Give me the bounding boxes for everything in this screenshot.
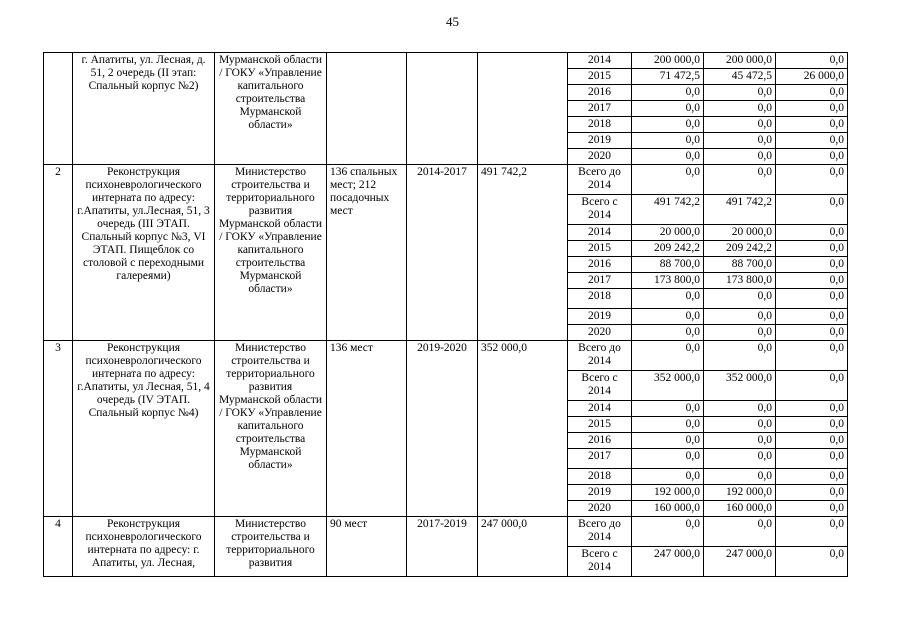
total-cell: 0,0	[632, 85, 704, 101]
total-cell: 0,0	[632, 433, 704, 449]
federal-cell: 0,0	[776, 241, 848, 257]
capacity-cell: 90 мест	[327, 517, 407, 577]
year-cell: Всего с 2014	[568, 547, 632, 577]
regional-cell: 491 742,2	[704, 195, 776, 225]
year-cell: 2018	[568, 289, 632, 309]
regional-cell: 0,0	[704, 149, 776, 165]
cost-cell: 491 742,2	[478, 165, 568, 341]
federal-cell: 0,0	[776, 257, 848, 273]
cost-cell: 247 000,0	[478, 517, 568, 577]
federal-cell: 0,0	[776, 449, 848, 469]
regional-cell: 0,0	[704, 341, 776, 371]
project-name: Реконструкция психоневрологического интерната по адресу: г.Апатиты, ул.Лесная, 51, 3 очередь (III ЭТАП. Спальный корпус №3, VI ЭТАП. Пищеблок со столовой с переходными галереями)	[73, 165, 215, 341]
total-cell: 20 000,0	[632, 225, 704, 241]
capacity-cell: 136 мест	[327, 341, 407, 517]
regional-cell: 0,0	[704, 133, 776, 149]
regional-cell: 45 472,5	[704, 69, 776, 85]
federal-cell: 0,0	[776, 225, 848, 241]
regional-cell: 0,0	[704, 101, 776, 117]
federal-cell: 0,0	[776, 53, 848, 69]
federal-cell: 0,0	[776, 547, 848, 577]
period-cell: 2019-2020	[407, 341, 478, 517]
regional-cell: 88 700,0	[704, 257, 776, 273]
regional-cell: 0,0	[704, 449, 776, 469]
total-cell: 0,0	[632, 449, 704, 469]
total-cell: 247 000,0	[632, 547, 704, 577]
year-cell: 2014	[568, 401, 632, 417]
regional-cell: 20 000,0	[704, 225, 776, 241]
regional-cell: 209 242,2	[704, 241, 776, 257]
year-cell: 2015	[568, 241, 632, 257]
project-number: 4	[44, 517, 73, 577]
regional-cell: 0,0	[704, 417, 776, 433]
total-cell: 192 000,0	[632, 485, 704, 501]
year-cell: 2020	[568, 501, 632, 517]
federal-cell: 0,0	[776, 371, 848, 401]
year-cell: Всего до 2014	[568, 341, 632, 371]
year-cell: 2017	[568, 449, 632, 469]
project-name: г. Апатиты, ул. Лесная, д. 51, 2 очередь (II этап: Спальный корпус №2)	[73, 53, 215, 165]
total-cell: 209 242,2	[632, 241, 704, 257]
table-row	[44, 165, 848, 195]
year-cell: 2017	[568, 273, 632, 289]
year-cell: 2015	[568, 69, 632, 85]
year-cell: 2016	[568, 433, 632, 449]
total-cell: 352 000,0	[632, 371, 704, 401]
federal-cell: 0,0	[776, 485, 848, 501]
year-cell: 2014	[568, 225, 632, 241]
total-cell: 0,0	[632, 517, 704, 547]
year-cell: 2016	[568, 257, 632, 273]
total-cell: 0,0	[632, 149, 704, 165]
project-number	[44, 53, 73, 165]
customer-cell: Мурманской области / ГОКУ «Управление капитального строительства Мурманской области»	[215, 53, 327, 165]
total-cell: 0,0	[632, 101, 704, 117]
federal-cell: 0,0	[776, 133, 848, 149]
year-cell: Всего с 2014	[568, 371, 632, 401]
year-cell: Всего до 2014	[568, 165, 632, 195]
federal-cell: 0,0	[776, 101, 848, 117]
federal-cell: 0,0	[776, 149, 848, 165]
year-cell: 2019	[568, 133, 632, 149]
federal-cell: 0,0	[776, 469, 848, 485]
federal-cell: 0,0	[776, 309, 848, 325]
project-name: Реконструкция психоневрологического интерната по адресу: г. Апатиты, ул. Лесная,	[73, 517, 215, 577]
cost-cell: 352 000,0	[478, 341, 568, 517]
table-body	[44, 53, 848, 577]
total-cell: 0,0	[632, 289, 704, 309]
total-cell: 0,0	[632, 309, 704, 325]
total-cell: 0,0	[632, 341, 704, 371]
total-cell: 200 000,0	[632, 53, 704, 69]
regional-cell: 0,0	[704, 309, 776, 325]
capacity-cell	[327, 53, 407, 165]
regional-cell: 0,0	[704, 85, 776, 101]
regional-cell: 0,0	[704, 433, 776, 449]
year-cell: 2020	[568, 149, 632, 165]
period-cell	[407, 53, 478, 165]
regional-cell: 0,0	[704, 117, 776, 133]
page-number: 45	[446, 14, 459, 29]
regional-cell: 200 000,0	[704, 53, 776, 69]
federal-cell: 0,0	[776, 289, 848, 309]
federal-cell: 0,0	[776, 401, 848, 417]
federal-cell: 0,0	[776, 325, 848, 341]
table-row	[44, 53, 848, 69]
total-cell: 71 472,5	[632, 69, 704, 85]
total-cell: 0,0	[632, 133, 704, 149]
year-cell: 2019	[568, 309, 632, 325]
regional-cell: 352 000,0	[704, 371, 776, 401]
year-cell: Всего до 2014	[568, 517, 632, 547]
total-cell: 491 742,2	[632, 195, 704, 225]
total-cell: 0,0	[632, 417, 704, 433]
regional-cell: 0,0	[704, 469, 776, 485]
regional-cell: 0,0	[704, 289, 776, 309]
federal-cell: 0,0	[776, 165, 848, 195]
table-row	[44, 341, 848, 371]
regional-cell: 247 000,0	[704, 547, 776, 577]
total-cell: 88 700,0	[632, 257, 704, 273]
federal-cell: 0,0	[776, 273, 848, 289]
regional-cell: 0,0	[704, 401, 776, 417]
year-cell: 2018	[568, 469, 632, 485]
project-number: 2	[44, 165, 73, 341]
total-cell: 0,0	[632, 117, 704, 133]
budget-table	[43, 52, 848, 577]
federal-cell: 0,0	[776, 341, 848, 371]
regional-cell: 173 800,0	[704, 273, 776, 289]
regional-cell: 160 000,0	[704, 501, 776, 517]
federal-cell: 0,0	[776, 85, 848, 101]
regional-cell: 192 000,0	[704, 485, 776, 501]
regional-cell: 0,0	[704, 325, 776, 341]
total-cell: 173 800,0	[632, 273, 704, 289]
period-cell: 2017-2019	[407, 517, 478, 577]
total-cell: 160 000,0	[632, 501, 704, 517]
period-cell: 2014-2017	[407, 165, 478, 341]
total-cell: 0,0	[632, 325, 704, 341]
year-cell: 2015	[568, 417, 632, 433]
customer-cell: Министерство строительства и территориального развития Мурманской области / ГОКУ «Управление капитального строительства Мурманской области»	[215, 341, 327, 517]
table-row	[44, 517, 848, 547]
year-cell: 2016	[568, 85, 632, 101]
year-cell: 2014	[568, 53, 632, 69]
total-cell: 0,0	[632, 401, 704, 417]
federal-cell: 0,0	[776, 195, 848, 225]
federal-cell: 0,0	[776, 433, 848, 449]
year-cell: 2019	[568, 485, 632, 501]
year-cell: Всего с 2014	[568, 195, 632, 225]
customer-cell: Министерство строительства и территориального развития Мурманской области / ГОКУ «Управление капитального строительства Мурманской области»	[215, 165, 327, 341]
federal-cell: 0,0	[776, 517, 848, 547]
total-cell: 0,0	[632, 469, 704, 485]
federal-cell: 0,0	[776, 117, 848, 133]
year-cell: 2020	[568, 325, 632, 341]
year-cell: 2017	[568, 101, 632, 117]
total-cell: 0,0	[632, 165, 704, 195]
project-number: 3	[44, 341, 73, 517]
regional-cell: 0,0	[704, 165, 776, 195]
capacity-cell: 136 спальных мест; 212 посадочных мест	[327, 165, 407, 341]
federal-cell: 0,0	[776, 417, 848, 433]
customer-cell: Министерство строительства и территориального развития	[215, 517, 327, 577]
year-cell: 2018	[568, 117, 632, 133]
regional-cell: 0,0	[704, 517, 776, 547]
project-name: Реконструкция психоневрологического интерната по адресу: г.Апатиты, ул Лесная, 51, 4 очередь (IV ЭТАП. Спальный корпус №4)	[73, 341, 215, 517]
cost-cell	[478, 53, 568, 165]
federal-cell: 26 000,0	[776, 69, 848, 85]
federal-cell: 0,0	[776, 501, 848, 517]
